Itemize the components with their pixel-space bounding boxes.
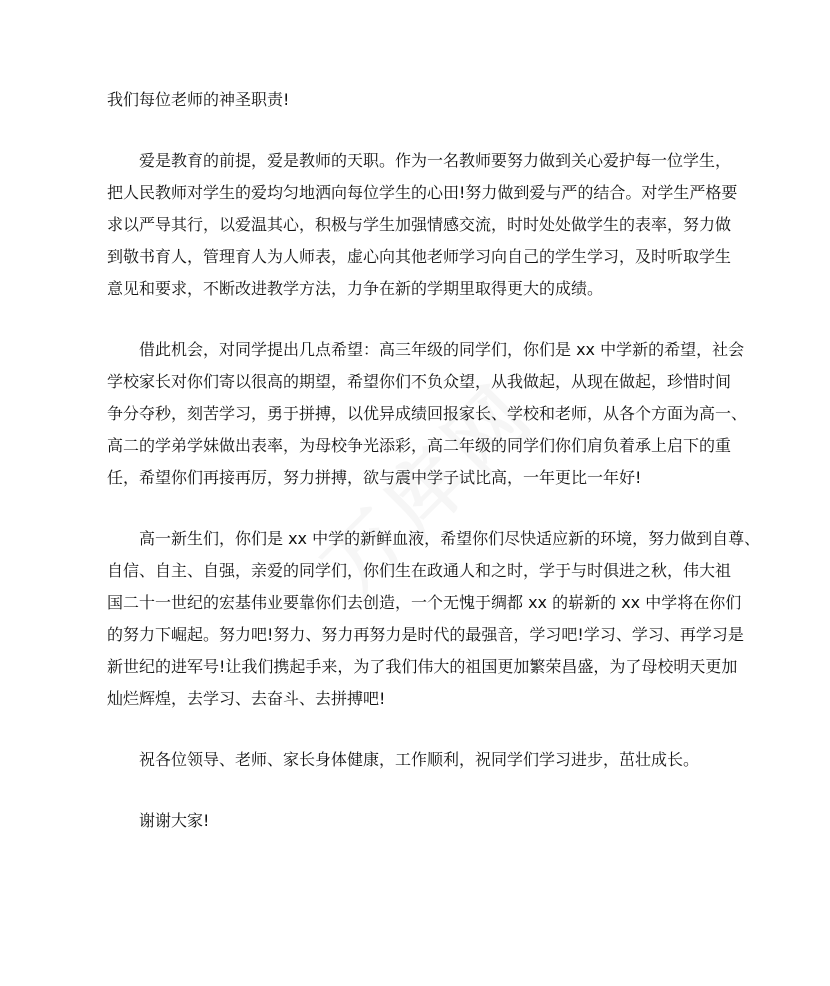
paragraph-wishes [107,744,730,776]
paragraph-line: 高一新生们，你们是 xx 中学的新鲜血液，希望你们尽快适应新的环境，努力做到自尊、 [139,529,761,548]
paragraph-line: 求以严导其行，以爱温其心，积极与学生加强情感交流，时时处处做学生的表率，努力做 [107,215,732,234]
paragraph-gap [107,776,730,805]
paragraph-line: 学校家长对你们寄以很高的期望，希望你们不负众望，从我做起，从现在做起，珍惜时间 [107,372,732,391]
paragraph-line: 国二十一世纪的宏基伟业要靠你们去创造，一个无愧于绸都 xx 的崭新的 xx 中学将在你们 [107,593,742,612]
paragraph-hopes-for-students [107,334,748,494]
paragraph-line: 争分夺秒，刻苦学习，勇于拼搏，以优异成绩回报家长、学校和老师，从各个方面为高一、 [107,404,748,423]
paragraph-line: 自信、自主、自强，亲爱的同学们，你们生在政通人和之时，学于与时俱进之秋，伟大祖 [107,561,732,580]
paragraph-line: 祝各位领导、老师、家长身体健康，工作顺利，祝同学们学习进步，茁壮成长。 [139,750,700,769]
opening-line: 我们每位老师的神圣职责! [107,90,290,109]
paragraph-gap [107,116,730,145]
paragraph-line: 任，希望你们再接再厉，努力拼搏，欲与震中学子试比高，一年更比一年好! [107,468,642,487]
paragraph-line: 把人民教师对学生的爱均匀地洒向每位学生的心田!努力做到爱与严的结合。对学生严格要 [107,183,738,202]
paragraph-line: 意见和要求，不断改进教学方法，力争在新的学期里取得更大的成绩。 [107,279,604,298]
paragraph-line: 的努力下崛起。努力吧!努力、努力再努力是时代的最强音，学习吧!学习、学习、再学习是 [107,625,744,644]
paragraph-thanks [107,805,730,837]
paragraph-line: 谢谢大家! [139,811,210,830]
paragraph-gap [107,305,730,334]
paragraph-line: 高二的学弟学妹做出表率，为母校争光添彩，高二年级的同学们你们肩负着承上启下的重 [107,436,732,455]
paragraph-gap [107,494,730,523]
paragraph-line: 爱是教育的前提，爱是教师的天职。作为一名教师要努力做到关心爱护每一位学生， [139,151,732,170]
paragraph-gap [107,715,730,744]
paragraph-line: 借此机会，对同学提出几点希望：高三年级的同学们，你们是 xx 中学新的希望，社会 [139,340,745,359]
paragraph-freshmen [107,523,761,715]
paragraph-line: 到敬书育人，管理育人为人师表，虚心向其他老师学习向自己的学生学习，及时听取学生 [107,247,732,266]
paragraph-love-education [107,145,738,305]
paragraph-line: 灿烂辉煌，去学习、去奋斗、去拼搏吧! [107,689,386,708]
paragraph-line: 新世纪的进军号!让我们携起手来，为了我们伟大的祖国更加繁荣昌盛，为了母校明天更加 [107,657,738,676]
document-body [107,84,761,837]
